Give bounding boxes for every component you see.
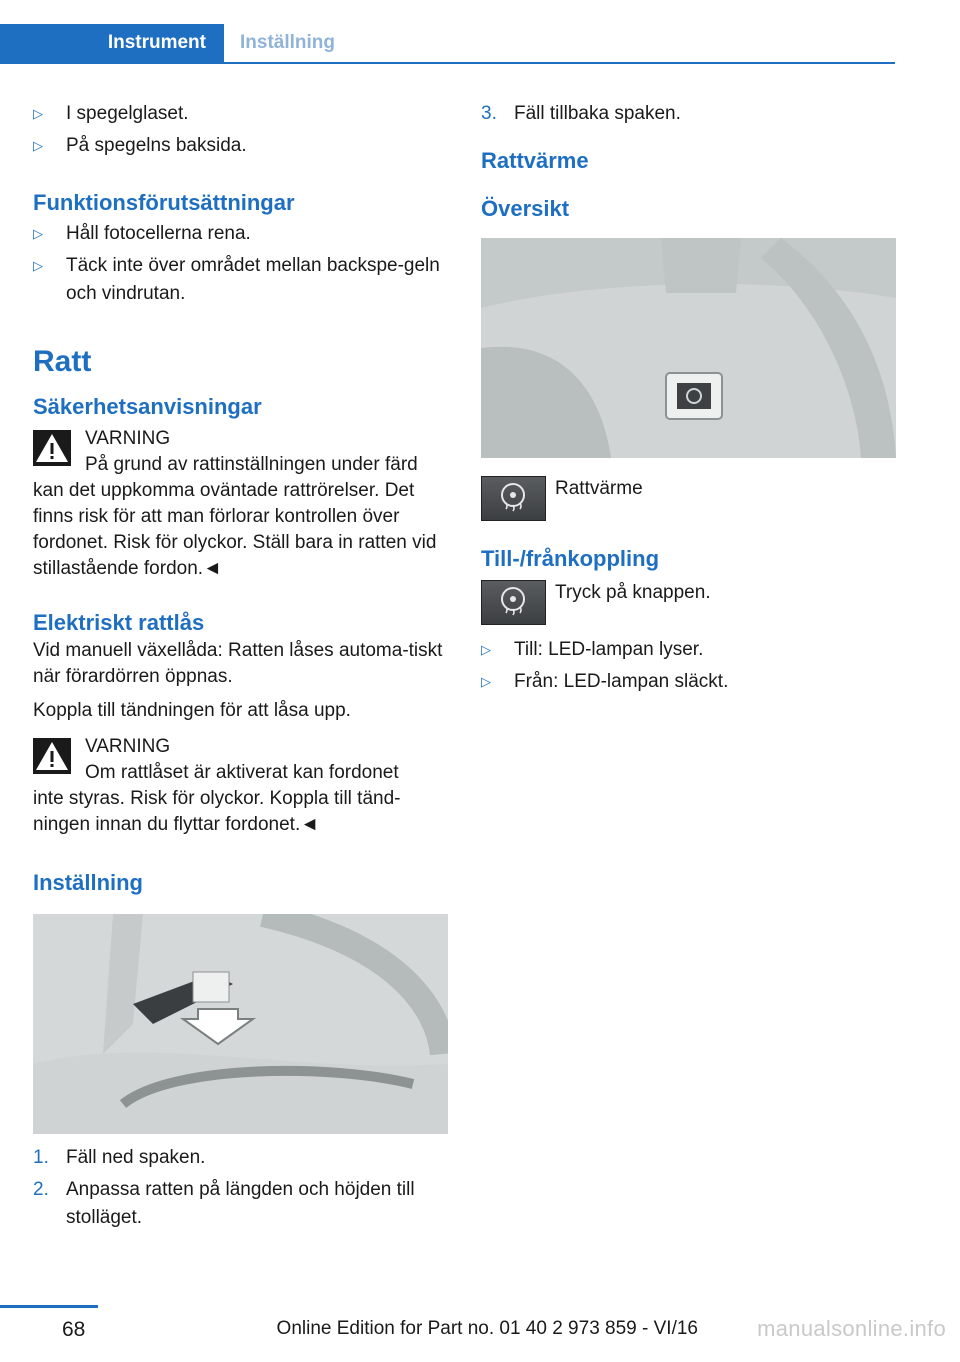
- icon-caption: Rattvärme: [555, 478, 643, 499]
- steering-heat-button-icon: [481, 580, 546, 625]
- section-heading-toggle: Till-/frånkoppling: [481, 546, 660, 571]
- warning-box: [33, 734, 448, 838]
- list-item: ▷ I spegelglaset.: [33, 100, 448, 128]
- list-item: ▷ Till: LED-lampan lyser.: [481, 636, 896, 664]
- list-item: ▷ Från: LED-lampan släckt.: [481, 668, 896, 696]
- icon-caption-row: [481, 580, 896, 626]
- warning-box: [33, 426, 448, 582]
- step-item: 2. Anpassa ratten på längden och höjden till stolläget.: [33, 1179, 415, 1228]
- section-heading-function: Funktionsförutsättningar: [33, 190, 295, 215]
- toggle-caption: Tryck på knappen.: [555, 582, 711, 603]
- icon-caption-row: [481, 476, 896, 522]
- lock-paragraph-2: Koppla till tändningen för att låsa upp.: [33, 700, 351, 721]
- triangle-bullet-icon: ▷: [33, 258, 43, 273]
- triangle-bullet-icon: ▷: [481, 642, 491, 657]
- page-number: 68: [62, 1318, 86, 1341]
- steering-lever-illustration: [33, 914, 448, 1134]
- left-column: [33, 100, 448, 1236]
- triangle-bullet-icon: ▷: [33, 138, 43, 153]
- triangle-bullet-icon: ▷: [33, 106, 43, 121]
- tab-instrument[interactable]: Instrument: [0, 24, 224, 62]
- warning-text-first: Om rattlåset är aktiverat kan fordonet: [85, 762, 399, 783]
- triangle-bullet-icon: ▷: [481, 674, 491, 689]
- list-item: ▷ Täck inte över området mellan backspe-geln och vindrutan.: [33, 252, 448, 308]
- lock-paragraph: Vid manuell växellåda: Ratten låses automa-tiskt när förardörren öppnas.: [33, 640, 443, 687]
- section-heading-overview: Översikt: [481, 196, 570, 221]
- warning-label: VARNING: [85, 428, 171, 449]
- list-item: ▷ På spegelns baksida.: [33, 132, 448, 160]
- warning-label: VARNING: [85, 736, 171, 757]
- warning-text-first: På grund av rattinställningen under färd: [85, 454, 418, 475]
- triangle-bullet-icon: ▷: [33, 226, 43, 241]
- section-heading-safety: Säkerhetsanvisningar: [33, 394, 262, 419]
- warning-icon: [33, 430, 71, 466]
- chapter-heading-ratt: Ratt: [33, 345, 92, 378]
- footer-rule: [0, 1305, 98, 1308]
- step-item: 1. Fäll ned spaken.: [33, 1147, 206, 1168]
- steering-column-illustration: [481, 238, 896, 458]
- watermark: manualsonline.info: [757, 1316, 946, 1341]
- step-item: 3. Fäll tillbaka spaken.: [481, 103, 681, 124]
- edition-text: Online Edition for Part no. 01 40 2 973 859 - VI/16: [276, 1318, 698, 1339]
- tab-installning[interactable]: Inställning: [240, 32, 335, 53]
- steering-heat-icon: [481, 476, 546, 521]
- warning-text: inte styras. Risk för olyckor. Koppla till tänd-ningen innan du flyttar fordonet.◄: [33, 788, 401, 835]
- warning-text: kan det uppkomma oväntade rattrörelser. Det finns risk för att man förlorar kontrollen över fordonet. Risk för olyckor. Ställ bara in ratten vid stillastående fordon.◄: [33, 480, 437, 579]
- list-item: ▷ Håll fotocellerna rena.: [33, 220, 448, 248]
- section-heading-heating: Rattvärme: [481, 148, 589, 173]
- warning-icon: [33, 738, 71, 774]
- header-tabbar: [0, 24, 895, 64]
- section-heading-setting: Inställning: [33, 870, 143, 895]
- right-column: [481, 100, 896, 700]
- section-heading-lock: Elektriskt rattlås: [33, 610, 205, 635]
